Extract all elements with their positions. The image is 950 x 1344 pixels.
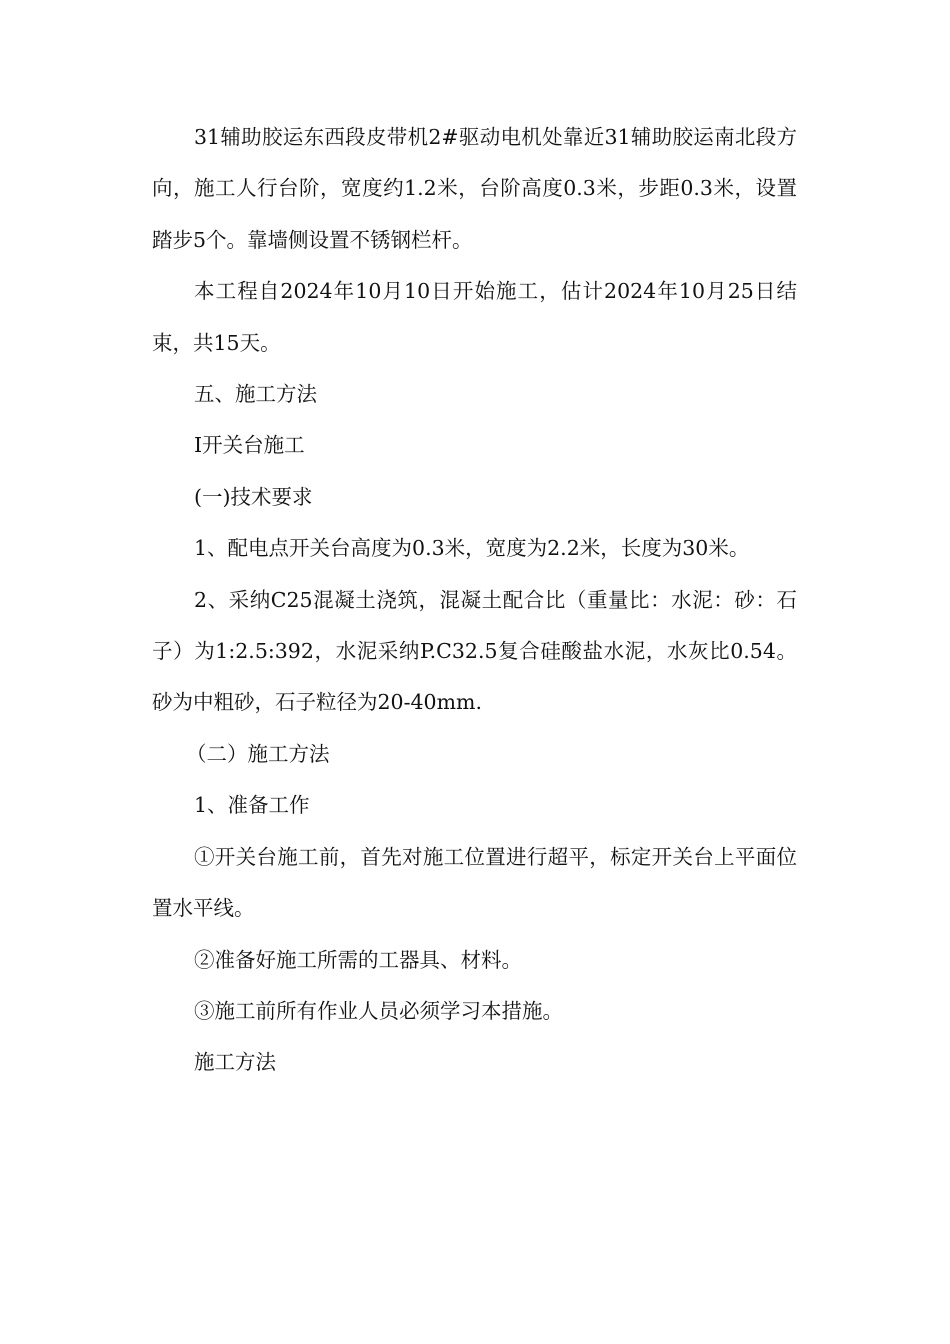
list-item-staff-training: ③施工前所有作业人员必须学习本措施。	[194, 998, 563, 1023]
subheading-technical-requirements: (一)技术要求	[194, 484, 313, 509]
item-heading-preparation: 1、准备工作	[194, 793, 310, 818]
subheading-construction-method: （二）施工方法	[186, 741, 330, 766]
paragraph-platform-dimensions: 1、配电点开关台高度为0.3米，宽度为2.2米，长度为30米。	[194, 536, 750, 561]
subsection-heading-switch-platform: I开关台施工	[194, 433, 305, 458]
paragraph-stair-construction: 31辅助胶运东西段皮带机2#驱动电机处靠近31辅助胶运南北段方向，施工人行台阶，宽度约1.2米，台阶高度0.3米，步距0.3米，设置踏步5个。靠墙侧设置不锈钢栏杆。	[152, 125, 797, 252]
list-item-tools-materials: ②准备好施工所需的工器具、材料。	[194, 947, 522, 972]
list-item-leveling: ①开关台施工前，首先对施工位置进行超平，标定开关台上平面位置水平线。	[152, 844, 797, 921]
paragraph-concrete-mix: 2、采纳C25混凝土浇筑，混凝土配合比（重量比：水泥：砂：石子）为1:2.5:392，水泥采纳P.C32.5复合硅酸盐水泥，水灰比0.54。砂为中粗砂，石子粒径为20-40mm.	[152, 587, 797, 715]
heading-construction-method-final: 施工方法	[194, 1050, 276, 1075]
document-body	[152, 112, 797, 1089]
paragraph-schedule: 本工程自2024年10月10日开始施工，估计2024年10月25日结束，共15天。	[152, 279, 797, 355]
section-heading-construction-method: 五、施工方法	[194, 382, 317, 407]
